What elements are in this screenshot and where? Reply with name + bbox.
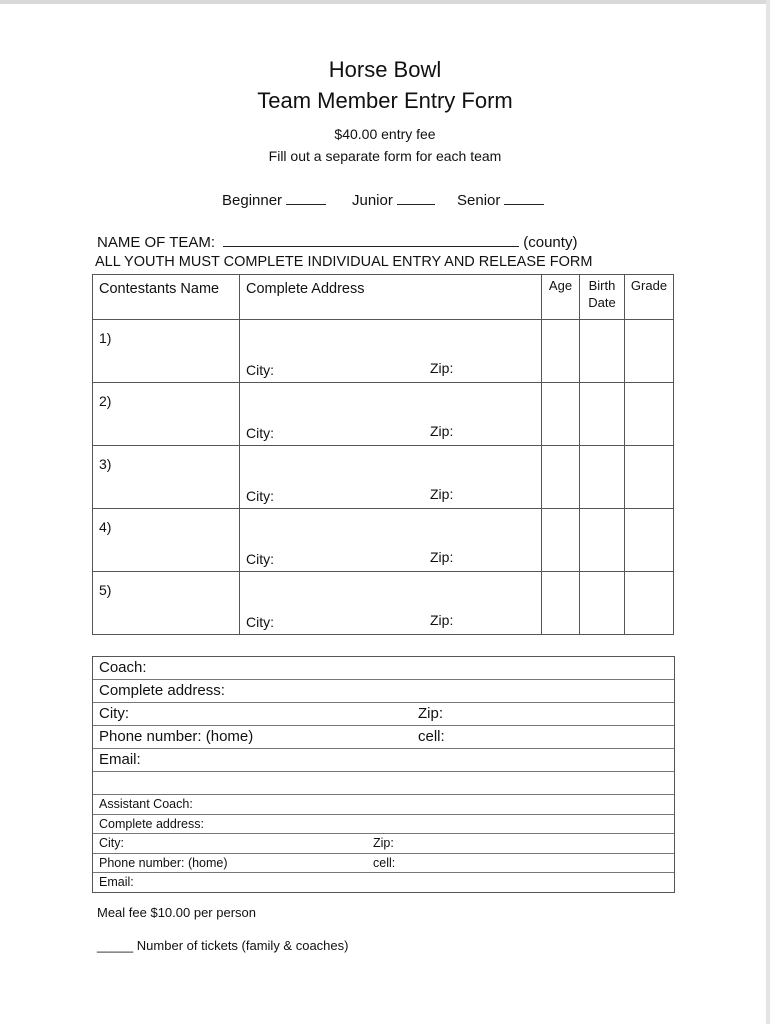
tickets-line	[97, 938, 348, 953]
form-subtitle: Team Member Entry Form	[257, 88, 513, 113]
entry-fee: $40.00 entry fee	[334, 126, 436, 142]
contestant-name-cell[interactable]	[93, 446, 240, 509]
coach-address-row[interactable]	[93, 680, 674, 703]
level-senior	[457, 192, 544, 209]
table-row	[93, 446, 674, 509]
grade-cell[interactable]	[625, 509, 674, 572]
contestants-table	[92, 274, 674, 635]
zip-label: Zip:	[430, 486, 454, 502]
age-cell[interactable]	[542, 446, 580, 509]
assistant-city-label: City:	[99, 836, 124, 850]
youth-release-note: ALL YOUTH MUST COMPLETE INDIVIDUAL ENTRY AND RELEASE FORM	[95, 254, 593, 270]
form-title: Horse Bowl	[328, 57, 442, 82]
address-cell[interactable]	[240, 383, 542, 446]
level-junior-label: Junior	[352, 192, 393, 209]
level-beginner-label: Beginner	[222, 192, 283, 209]
assistant-cell-label: cell:	[373, 855, 396, 870]
assistant-email-row[interactable]	[93, 873, 674, 892]
city-label: City:	[246, 614, 274, 630]
county-label: (county)	[523, 234, 578, 251]
contestant-name-cell[interactable]	[93, 509, 240, 572]
birth-date-cell[interactable]	[580, 572, 625, 635]
header-grade: Grade	[625, 275, 674, 320]
birth-date-cell[interactable]	[580, 446, 625, 509]
age-cell[interactable]	[542, 572, 580, 635]
coach-address-label: Complete address:	[99, 682, 225, 699]
assistant-address-row[interactable]	[93, 815, 674, 835]
city-label: City:	[246, 551, 274, 567]
header-date: Date	[588, 295, 616, 310]
contestant-name-cell[interactable]	[93, 383, 240, 446]
coach-phone-row[interactable]	[93, 726, 674, 749]
birth-date-cell[interactable]	[580, 320, 625, 383]
table-row	[93, 572, 674, 635]
age-cell[interactable]	[542, 509, 580, 572]
city-label: City:	[246, 425, 274, 441]
coach-email-row[interactable]	[93, 749, 674, 772]
city-label: City:	[246, 362, 274, 378]
level-beginner-blank[interactable]	[286, 192, 326, 205]
row-number: 1)	[99, 330, 112, 346]
coach-city-row[interactable]	[93, 703, 674, 726]
level-senior-blank[interactable]	[504, 192, 544, 205]
city-label: City:	[246, 488, 274, 504]
coach-name-row[interactable]	[93, 657, 674, 680]
coach-city-label: City:	[99, 705, 129, 722]
team-name-blank[interactable]	[223, 234, 519, 247]
grade-cell[interactable]	[625, 320, 674, 383]
coach-email-label: Email:	[99, 751, 141, 768]
table-row	[93, 383, 674, 446]
scan-top-edge	[0, 0, 770, 4]
header-birth-date	[580, 275, 625, 320]
birth-date-cell[interactable]	[580, 509, 625, 572]
assistant-address-label: Complete address:	[99, 816, 204, 831]
table-header-row	[93, 275, 674, 320]
level-beginner	[222, 192, 326, 209]
spacer-row	[93, 772, 674, 795]
assistant-city-row[interactable]	[93, 834, 674, 854]
contestant-name-cell[interactable]	[93, 320, 240, 383]
separate-form-note: Fill out a separate form for each team	[268, 148, 502, 164]
level-junior	[352, 192, 435, 209]
grade-cell[interactable]	[625, 572, 674, 635]
grade-cell[interactable]	[625, 446, 674, 509]
team-name-line	[97, 234, 577, 251]
coach-phone-label: Phone number: (home)	[99, 728, 254, 745]
level-senior-label: Senior	[457, 192, 501, 209]
level-junior-blank[interactable]	[397, 192, 435, 205]
team-name-label: NAME OF TEAM:	[97, 234, 216, 251]
tickets-blank[interactable]: _____	[97, 938, 134, 953]
table-row	[93, 320, 674, 383]
zip-label: Zip:	[430, 612, 454, 628]
age-cell[interactable]	[542, 320, 580, 383]
assistant-coach-label: Assistant Coach:	[99, 797, 193, 811]
header-contestants-name: Contestants Name	[93, 275, 240, 320]
zip-label: Zip:	[430, 423, 454, 439]
address-cell[interactable]	[240, 572, 542, 635]
row-number: 2)	[99, 393, 112, 409]
age-cell[interactable]	[542, 383, 580, 446]
grade-cell[interactable]	[625, 383, 674, 446]
assistant-email-label: Email:	[99, 875, 134, 889]
coach-section	[92, 656, 675, 893]
zip-label: Zip:	[430, 360, 454, 376]
row-number: 5)	[99, 582, 112, 598]
header-complete-address: Complete Address	[240, 275, 542, 320]
address-cell[interactable]	[240, 509, 542, 572]
meal-fee-note: Meal fee $10.00 per person	[97, 905, 256, 920]
contestant-name-cell[interactable]	[93, 572, 240, 635]
coach-zip-label: Zip:	[418, 705, 444, 722]
assistant-phone-row[interactable]	[93, 854, 674, 874]
tickets-label: Number of tickets (family & coaches)	[136, 938, 349, 953]
assistant-coach-name-row[interactable]	[93, 795, 674, 815]
coach-label: Coach:	[99, 659, 147, 676]
birth-date-cell[interactable]	[580, 383, 625, 446]
coach-cell-label: cell:	[418, 728, 445, 745]
row-number: 4)	[99, 519, 112, 535]
address-cell[interactable]	[240, 446, 542, 509]
header-birth: Birth	[588, 278, 616, 293]
header-age: Age	[542, 275, 580, 320]
address-cell[interactable]	[240, 320, 542, 383]
table-row	[93, 509, 674, 572]
row-number: 3)	[99, 456, 112, 472]
zip-label: Zip:	[430, 549, 454, 565]
assistant-zip-label: Zip:	[373, 836, 394, 850]
assistant-phone-label: Phone number: (home)	[99, 855, 228, 870]
